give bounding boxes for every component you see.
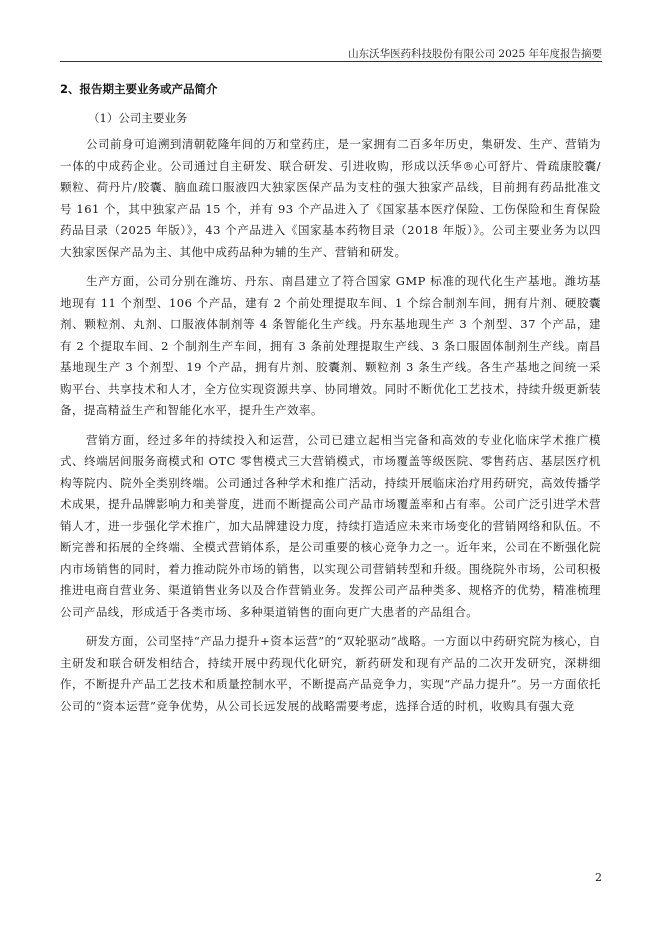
- page-content: [60, 80, 601, 725]
- header-title: 山东沃华医药科技股份有限公司 2025 年年度报告摘要: [348, 48, 602, 60]
- header-rule: [60, 61, 602, 62]
- paragraph-research: 研发方面，公司坚持“产品力提升+资本运营”的“双轮驱动”战略。一方面以中药研究院为核心，自主研发和联合研发相结合，持续开展中药现代化研究，新药研发和现有产品的二次开发研究，深耕细作，不断提升产品工艺技术和质量控制水平，不断提高产品竞争力，实现“产品力提升”。另一方面依托公司的“资本运营”竞争优势，从公司长远发展的战略需要考虑，选择合适的时机，收购具有强大竞: [60, 634, 601, 713]
- section-title: 2、报告期主要业务或产品简介: [60, 82, 218, 96]
- section-subtitle: （1）公司主要业务: [88, 111, 188, 125]
- page-number: 2: [595, 871, 602, 884]
- paragraph-production: 生产方面，公司分别在潍坊、丹东、南昌建立了符合国家 GMP 标准的现代化生产基地。潍坊基地现有 11 个剂型、106 个产品，建有 2 个前处理提取车间、1 个综合制剂车间，拥有片剂、硬胶囊剂、颗粒剂、丸剂、口服液体制剂等 4 条智能化生产线。丹东基地现生产 3 个剂型、37 个产品，建有 2 个提取车间、2 个制剂生产车间，拥有 3 条前处理提取生产线、3 条口服固体制剂生产线。南昌基地现生产 3 个剂型、19 个产品，拥有片剂、胶囊剂、颗粒剂 3 条生产线。各生产基地之间统一采购平台、共享技术和人才，全方位实现资源共享、协同增效。同时不断优化工艺技术，持续升级更新装备，提高精益生产和智能化水平，提升生产效率。: [60, 274, 601, 417]
- paragraph-company-overview: 公司前身可追溯到清朝乾隆年间的万和堂药庄，是一家拥有二百多年历史，集研发、生产、营销为一体的中成药企业。公司通过自主研发、联合研发、引进收购，形成以沃华®心可舒片、骨疏康胶囊/颗粒、荷丹片/胶囊、脑血疏口服液四大独家医保产品为支柱的强大独家产品线，目前拥有药品批准文号 161 个，其中独家产品 15 个，并有 93 个产品进入了《国家基本医疗保险、工伤保险和生育保险药品目录（2025 年版）》，43 个产品进入《国家基本药物目录（2018 年版）》。公司主要业务为以四大独家医保产品为主、其他中成药品种为辅的生产、营销和研发。: [60, 137, 601, 259]
- paragraph-marketing: 营销方面，经过多年的持续投入和运营，公司已建立起相当完备和高效的专业化临床学术推广模式、终端居间服务商模式和 OTC 零售模式三大营销模式，市场覆盖等级医院、零售药店、基层医疗机构等院内、院外全类别终端。公司通过各种学术和推广活动，持续开展临床治疗用药研究，高效传播学术成果，提升品牌影响力和美誉度，进而不断提高公司产品市场覆盖率和占有率。公司广泛引进学术营销人才，进一步强化学术推广，加大品牌建设力度，持续打造适应未来市场变化的营销网络和队伍。不断完善和拓展的全终端、全模式营销体系，是公司重要的核心竞争力之一。近年来，公司在不断强化院内市场销售的同时，着力推动院外市场的销售，以实现公司营销转型和升级。围绕院外市场，公司积极推进电商自营业务、渠道销售业务以及合作营销业务。发挥公司产品种类多、规格齐的优势，精准梳理公司产品线，形成适于各类市场、多种渠道销售的面向更广大患者的产品组合。: [60, 432, 601, 619]
